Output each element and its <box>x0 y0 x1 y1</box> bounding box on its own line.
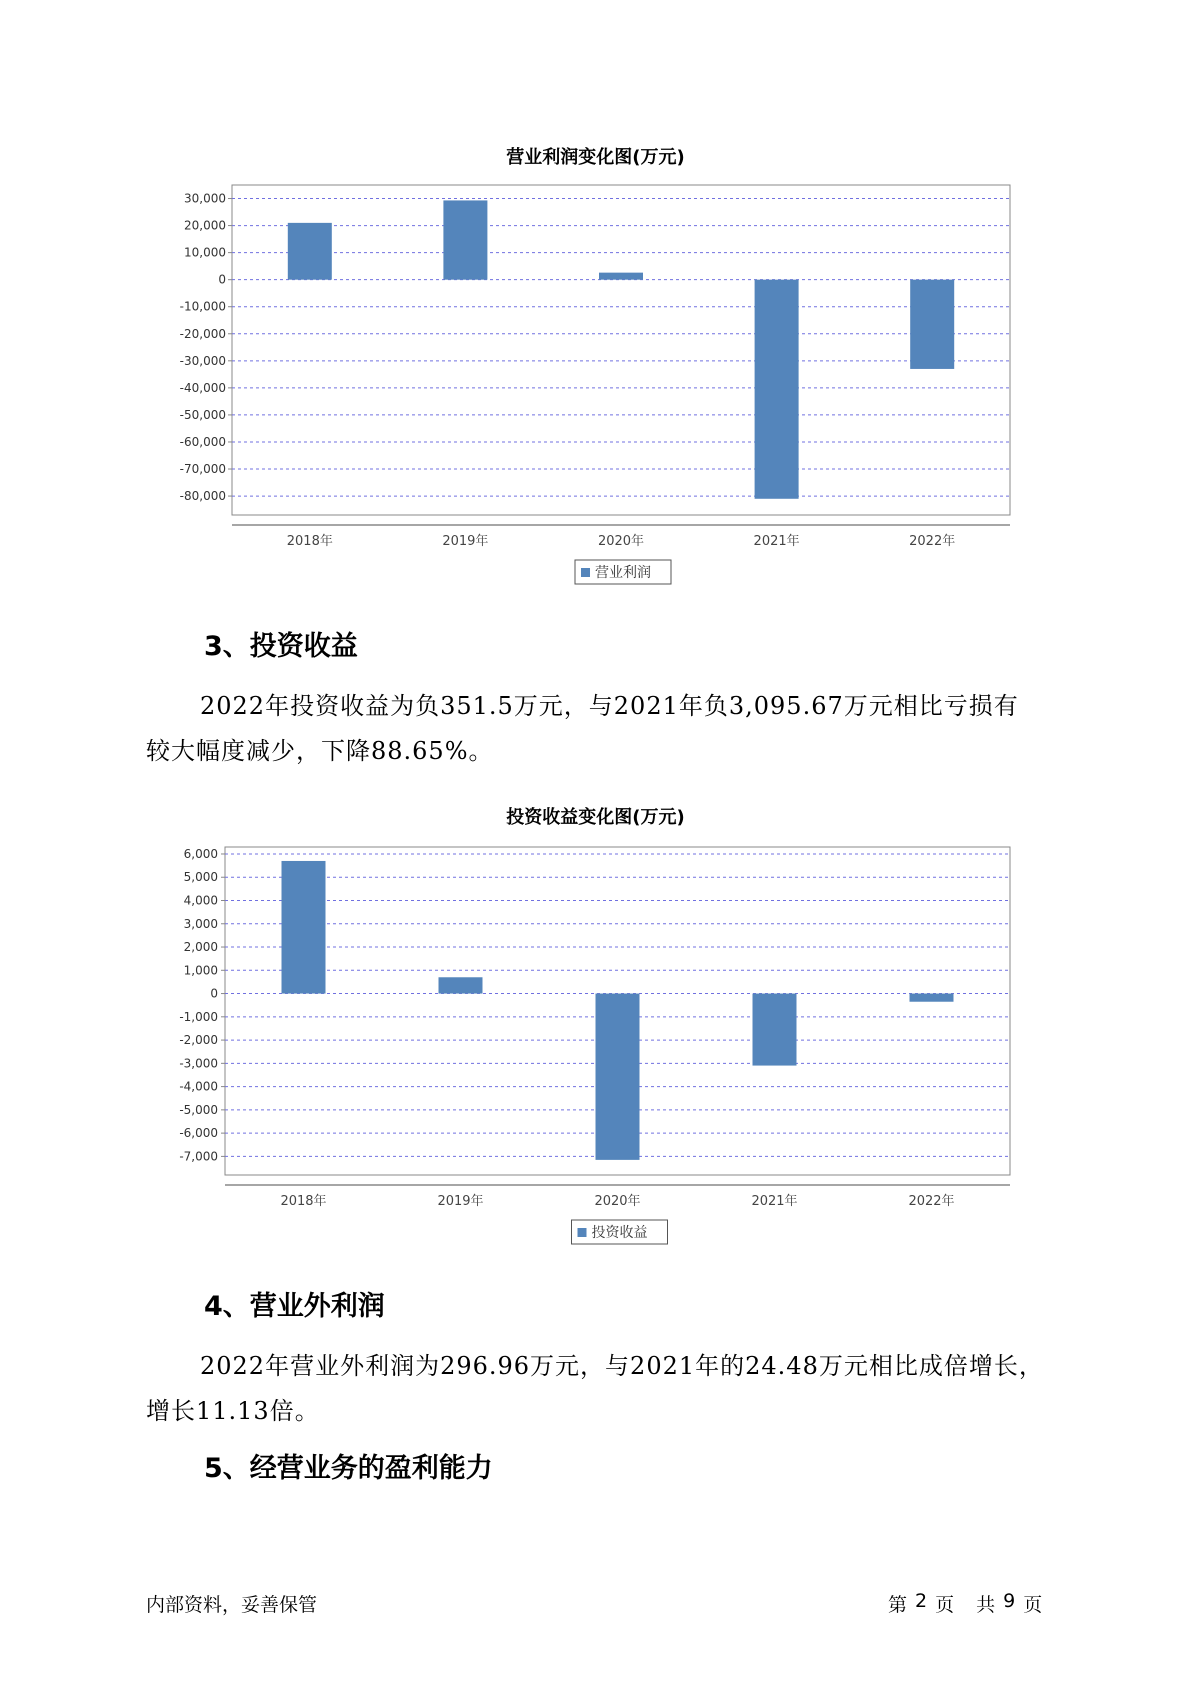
bar-2022年 <box>910 994 954 1002</box>
x-category-label: 2020年 <box>594 1194 641 1209</box>
page-suffix: 页 <box>1023 1594 1043 1616</box>
para-investment-line-1: 2022年投资收益为负351.5万元，与2021年负3,095.67万元相比亏损有 <box>200 692 1019 720</box>
x-category-label: 2022年 <box>909 534 956 549</box>
x-category-label: 2018年 <box>286 534 333 549</box>
y-tick-label: 1,000 <box>183 963 218 978</box>
y-tick-label: -5,000 <box>179 1102 218 1117</box>
page-prefix: 第 <box>888 1594 908 1616</box>
para-investment-line-2: 较大幅度减少，下降88.65%。 <box>146 737 494 765</box>
y-tick-label: -40,000 <box>179 380 226 395</box>
y-tick-label: -80,000 <box>179 489 226 504</box>
bar-2019年 <box>443 200 487 279</box>
para-non-operating-line-1: 2022年营业外利润为296.96万元，与2021年的24.48万元相比成倍增长， <box>200 1352 1044 1380</box>
bar-2019年 <box>439 977 483 993</box>
y-tick-label: -7,000 <box>179 1149 218 1164</box>
bar-2018年 <box>282 861 326 994</box>
heading-investment-income: 3、投资收益 <box>204 631 358 662</box>
y-tick-label: 3,000 <box>183 916 218 931</box>
operating-profit-chart <box>0 170 1191 590</box>
x-category-label: 2019年 <box>442 534 489 549</box>
y-tick-label: -60,000 <box>179 434 226 449</box>
x-category-label: 2020年 <box>597 534 645 549</box>
y-tick-label: 20,000 <box>184 218 226 233</box>
legend-swatch <box>581 568 590 577</box>
page-total: 9 <box>1003 1590 1016 1612</box>
y-tick-label: 2,000 <box>183 940 218 955</box>
legend-swatch <box>578 1228 587 1237</box>
y-tick-label: -1,000 <box>179 1009 218 1024</box>
bar-2018年 <box>288 223 332 280</box>
para-non-operating-line-2: 增长11.13倍。 <box>146 1397 320 1425</box>
bar-2021年 <box>755 280 799 499</box>
y-tick-label: -3,000 <box>179 1056 218 1071</box>
y-tick-label: -4,000 <box>179 1079 218 1094</box>
y-tick-label: 4,000 <box>183 893 218 908</box>
heading-non-operating-profit: 4、营业外利润 <box>204 1291 385 1322</box>
x-category-label: 2018年 <box>280 1194 327 1209</box>
y-tick-label: 5,000 <box>183 870 218 885</box>
x-category-label: 2021年 <box>751 1194 798 1209</box>
page-mid: 页 <box>935 1594 955 1616</box>
y-tick-label: -50,000 <box>179 407 226 422</box>
page-current: 2 <box>915 1590 928 1612</box>
page-total-prefix: 共 <box>976 1594 996 1616</box>
x-category-label: 2019年 <box>437 1194 484 1209</box>
y-tick-label: -6,000 <box>179 1126 218 1141</box>
y-tick-label: 0 <box>218 272 226 287</box>
y-tick-label: -30,000 <box>179 353 226 368</box>
x-category-label: 2021年 <box>753 534 800 549</box>
bar-2022年 <box>910 280 954 369</box>
y-tick-label: -10,000 <box>179 299 226 314</box>
legend-label: 营业利润 <box>595 565 651 581</box>
investment-income-chart <box>0 830 1191 1250</box>
plot-frame <box>232 185 1010 515</box>
bar-2020年 <box>596 994 640 1160</box>
y-tick-label: -70,000 <box>179 462 226 477</box>
bar-2021年 <box>753 994 797 1066</box>
legend-label: 投资收益 <box>591 1225 648 1241</box>
chart-title-operating-profit: 营业利润变化图(万元) <box>506 147 685 168</box>
y-tick-label: 6,000 <box>183 846 218 861</box>
y-tick-label: 30,000 <box>184 191 226 206</box>
heading-operating-profitability: 5、经营业务的盈利能力 <box>204 1453 493 1484</box>
y-tick-label: -20,000 <box>179 326 226 341</box>
footer-confidential-note: 内部资料，妥善保管 <box>146 1594 318 1616</box>
chart-title-investment-income: 投资收益变化图(万元) <box>506 807 685 828</box>
bar-2020年 <box>599 273 643 280</box>
y-tick-label: 0 <box>210 986 218 1001</box>
y-tick-label: 10,000 <box>184 245 226 260</box>
x-category-label: 2022年 <box>908 1194 955 1209</box>
y-tick-label: -2,000 <box>179 1033 218 1048</box>
footer-page-number <box>888 1590 1042 1617</box>
